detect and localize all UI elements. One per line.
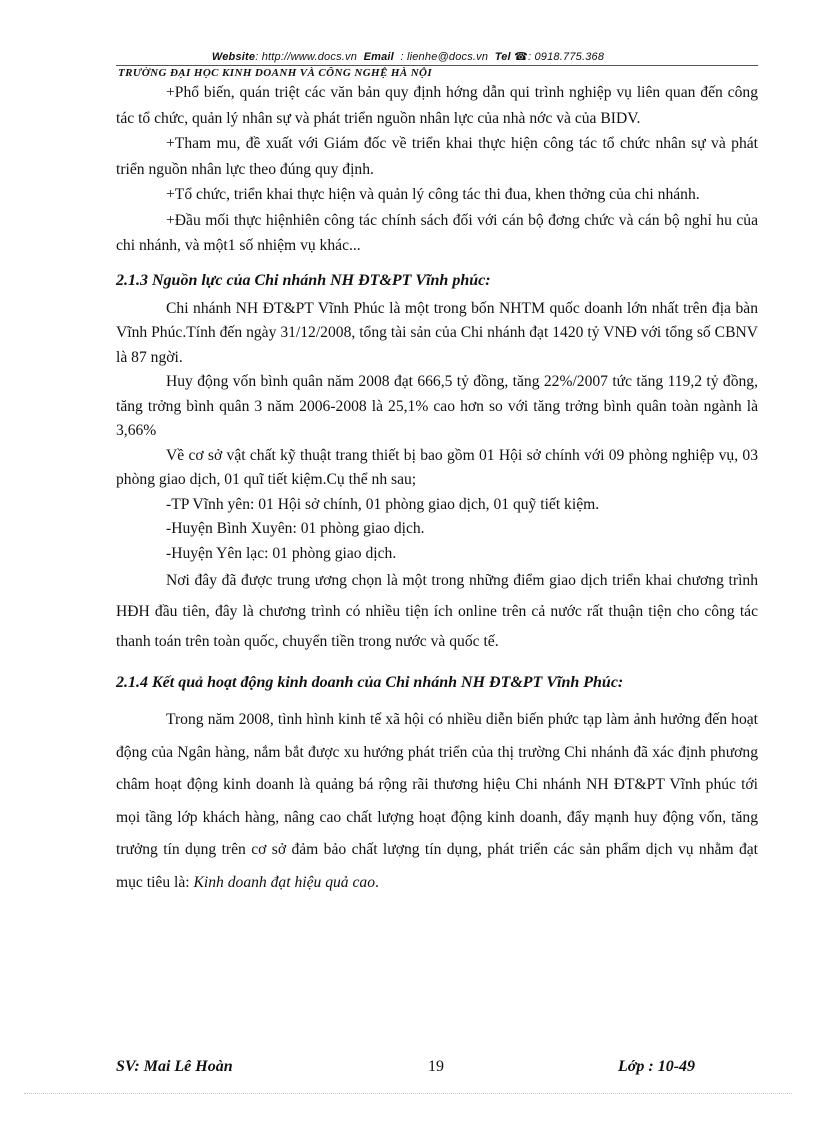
website-value: : http://www.docs.vn: [255, 51, 358, 63]
page-bottom-dotted-line: [24, 1093, 792, 1094]
tel-label: Tel: [494, 51, 511, 63]
phone-icon: ☎: [514, 51, 528, 63]
paragraph: [116, 704, 758, 900]
website-label: Website: [211, 51, 256, 63]
duty-item-1: +Phổ biến, quán triệt các văn bản quy định hớng dẫn qui trình nghiệp vụ liên quan đến công tác tổ chức, quản lý nhân sự và phát triển nguồn nhân lực của nhà nớc và của BIDV.: [116, 84, 758, 127]
email-label: Email: [363, 51, 394, 63]
section-heading-2-1-4: 2.1.4 Kết quả hoạt động kinh doanh của Chi nhánh NH ĐT&PT Vĩnh Phúc:: [116, 674, 624, 692]
section-heading-2-1-3: 2.1.3 Nguồn lực của Chi nhánh NH ĐT&PT Vĩnh phúc:: [116, 271, 491, 289]
school-name: TRƯỜNG ĐẠI HỌC KINH DOANH VÀ CÔNG NGHỆ HÀ NỘI: [118, 67, 433, 78]
document-body: [116, 80, 758, 900]
duty-item-4: +Đầu mối thực hiệnhiên công tác chính sách đối với cán bộ đơng chức và cán bộ nghỉ hu của chi nhánh, và một1 số nhiệm vụ khác...: [116, 211, 758, 254]
duty-item-2: +Tham mu, đề xuất với Giám đốc về triển khai thực hiện công tác tổ chức nhân sự và phát triển nguồn nhân lực theo đúng quy định.: [116, 135, 758, 178]
page-header: [0, 50, 816, 63]
paragraph: Nơi đây đã được trung ương chọn là một trong những điểm giao dịch triển khai chương trình HĐH đầu tiên, đây là chương trình có nhiều tiện ích online trên cả nước rất thuận tiện cho công tác thanh toán trên toàn quốc, chuyển tiền trong nước và quốc tế.: [116, 572, 758, 651]
paragraph-end: .: [375, 874, 379, 892]
header-divider: [116, 65, 758, 66]
duty-item-3: +Tổ chức, triển khai thực hiện và quản lý công tác thi đua, khen thởng của chi nhánh.: [166, 186, 700, 203]
paragraph: Chi nhánh NH ĐT&PT Vĩnh Phúc là một trong bốn NHTM quốc doanh lớn nhất trên địa bàn Vĩnh Phúc.Tính đến ngày 31/12/2008, tổng tài sản của Chi nhánh đạt 1420 tỷ VNĐ với tổng số CBNV là 87 ngời.: [116, 299, 758, 366]
list-item: -Huyện Yên lạc: 01 phòng giao dịch.: [166, 544, 397, 562]
list-item: -TP Vĩnh yên: 01 Hội sở chính, 01 phòng giao dịch, 01 quỹ tiết kiệm.: [166, 495, 600, 513]
paragraph: Về cơ sở vật chất kỹ thuật trang thiết bị bao gồm 01 Hội sở chính với 09 phòng nghiệp vụ, 03 phòng giao dịch, 01 quĩ tiết kiệm.Cụ thể nh sau;: [116, 446, 758, 488]
tel-value: : 0918.775.368: [527, 51, 605, 63]
footer-student: SV: Mai Lê Hoàn: [116, 1058, 233, 1075]
emphasis-text: Kinh doanh đạt hiệu quả cao: [193, 874, 375, 892]
paragraph-text: Trong năm 2008, tình hình kinh tế xã hội có nhiều diễn biến phức tạp làm ảnh hưởng đến hoạt động của Ngân hàng, nắm bắt được xu hướng phát triển của thị trường Chi nhánh đã xác định phương châm hoạt động kinh doanh là quảng bá rộng rãi thương hiệu Chi nhánh NH ĐT&PT Vĩnh phúc tới mọi tầng lớp khách hàng, nâng cao chất lượng hoạt động kinh doanh, đẩy mạnh huy động vốn, tăng trưởng tín dụng trên cơ sở đảm bảo chất lượng tín dụng, phát triển các sản phẩm dịch vụ nhằm đạt mục tiêu là:: [116, 711, 758, 892]
page-number: 19: [428, 1058, 444, 1075]
list-item: -Huyện Bình Xuyên: 01 phòng giao dịch.: [166, 520, 425, 537]
email-value: : lienhe@docs.vn: [400, 51, 489, 63]
paragraph: Huy động vốn bình quân năm 2008 đạt 666,5 tỷ đồng, tăng 22%/2007 tức tăng 119,2 tỷ đồng, tăng trởng bình quân 3 năm 2006-2008 là 25,1% cao hơn so với tăng trởng bình quân toàn ngành là 3,66%: [116, 373, 758, 439]
footer-class: Lớp : 10-49: [618, 1058, 696, 1075]
